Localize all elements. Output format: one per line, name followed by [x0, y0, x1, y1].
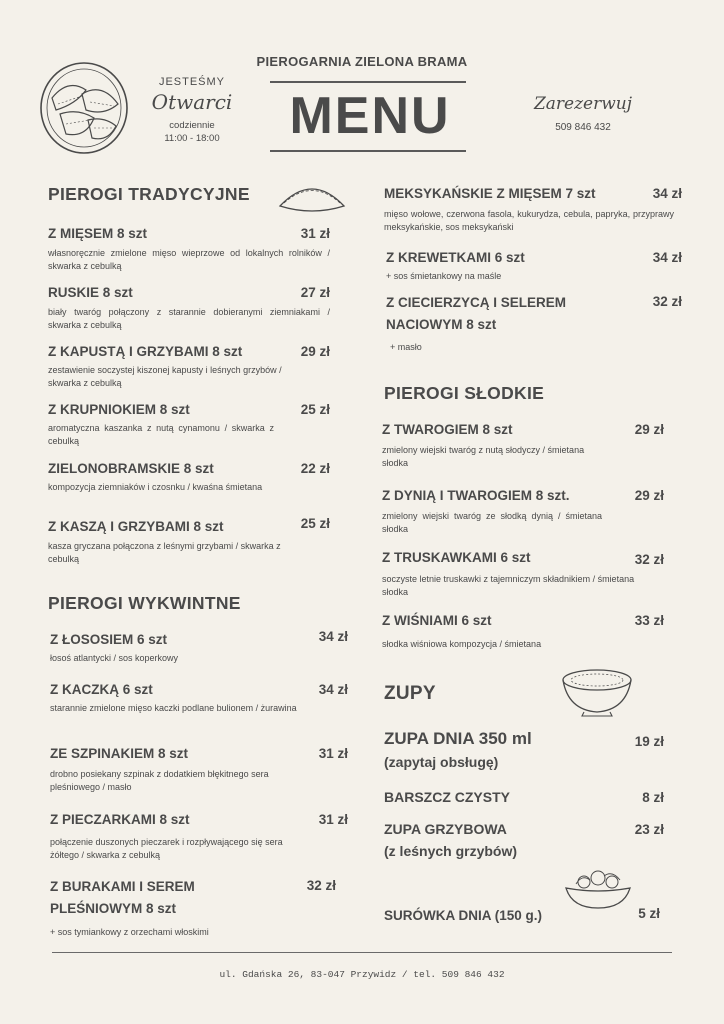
item-name: Z BURAKAMI I SEREM PLEŚNIOWYM 8 szt: [50, 879, 195, 916]
item-name: Z PIECZARKAMI 8 szt: [50, 812, 190, 827]
salad-name: SURÓWKA DNIA (150 g.): [384, 908, 543, 923]
item-name: Z MIĘSEM 8 szt: [48, 226, 148, 241]
restaurant-name: PIEROGARNIA ZIELONA BRAMA: [256, 54, 468, 69]
item-name: MEKSYKAŃSKIE Z MIĘSEM 7 szt: [384, 186, 596, 201]
item-desc: drobno posiekany szpinak z dodatkiem błękitnego sera pleśniowego / masło: [50, 769, 269, 792]
item-desc: + masło: [390, 342, 422, 352]
section-title-zupy: ZUPY: [384, 683, 436, 704]
item-name: Z KAPUSTĄ I GRZYBAMI 8 szt: [48, 344, 243, 359]
item-price: 31 zł: [318, 812, 348, 827]
item-price: 34 zł: [652, 250, 682, 265]
item-name: Z KREWETKAMI 6 szt: [386, 250, 525, 265]
pierogi-plate-illustration: [38, 58, 130, 156]
soup-sub: (z leśnych grzybów): [384, 843, 518, 859]
item-desc: zmielony wiejski twaróg z nutą słodyczy / śmietana słodka: [382, 445, 585, 468]
footer-address: ul. Gdańska 26, 83-047 Przywidz / tel. 509 846 432: [219, 969, 505, 980]
item-name: RUSKIE 8 szt: [48, 285, 133, 300]
item-desc: zestawienie soczystej kiszonej kapusty i leśnych grzybów / skwarka z cebulką: [48, 365, 282, 388]
page-title: MENU: [289, 87, 451, 145]
item-price: 31 zł: [300, 226, 330, 241]
item-price: 34 zł: [652, 186, 682, 201]
pieróg-icon: [276, 176, 348, 214]
reserve-script: Zarezerwuj: [533, 94, 633, 114]
salad-price: 5 zł: [638, 906, 660, 921]
item-price: 25 zł: [300, 402, 330, 417]
item-desc: własnoręcznie zmielone mięso wieprzowe od lokalnych rolników / skwarka z cebulką: [48, 248, 330, 271]
item-name: Z KACZKĄ 6 szt: [50, 682, 153, 697]
soup-name: BARSZCZ CZYSTY: [384, 789, 510, 805]
soup-price: 19 zł: [634, 734, 664, 749]
item-name: Z CIECIERZYCĄ I SELEREM NACIOWYM 8 szt: [386, 295, 567, 332]
item-desc: + sos tymiankowy z orzechami włoskimi: [50, 927, 209, 937]
soup-bowl-icon: [560, 666, 634, 718]
soup-price: 23 zł: [634, 822, 664, 837]
item-desc: + sos śmietankowy na maśle: [386, 271, 502, 281]
item-name: ZIELONOBRAMSKIE 8 szt: [48, 461, 214, 476]
item-price: 32 zł: [652, 294, 682, 309]
item-desc: zmielony wiejski twaróg ze słodką dynią / śmietana słodka: [382, 511, 602, 534]
item-price: 29 zł: [634, 422, 664, 437]
item-price: 29 zł: [300, 344, 330, 359]
item-price: 34 zł: [318, 629, 348, 644]
opening-hours: [140, 76, 244, 145]
header-rule-top: [270, 81, 466, 83]
header-rule-bottom: [270, 150, 466, 152]
item-price: 32 zł: [306, 878, 336, 893]
section-title-wykwintne: PIEROGI WYKWINTNE: [48, 593, 241, 613]
item-desc: mięso wołowe, czerwona fasola, kukurydza, cebula, papryka, przyprawy meksykańskie, sos meksykański: [384, 209, 674, 232]
soup-price: 8 zł: [642, 790, 664, 805]
item-price: 25 zł: [300, 516, 330, 531]
soup-sub: (zapytaj obsługę): [384, 754, 499, 770]
footer-divider: [52, 952, 672, 953]
item-desc: kasza gryczana połączona z leśnymi grzybami / skwarka z cebulką: [48, 541, 281, 564]
item-name: Z KASZĄ I GRZYBAMI 8 szt: [48, 519, 224, 534]
item-desc: słodka wiśniowa kompozycja / śmietana: [382, 639, 542, 649]
reserve-phone[interactable]: 509 846 432: [555, 122, 611, 133]
item-name: Z TRUSKAWKAMI 6 szt: [382, 550, 531, 565]
item-desc: kompozycja ziemniaków i czosnku / kwaśna śmietana: [48, 482, 263, 492]
item-name: ZE SZPINAKIEM 8 szt: [50, 746, 189, 761]
item-price: 32 zł: [634, 552, 664, 567]
soup-name: ZUPA GRZYBOWA: [384, 821, 507, 837]
item-price: 31 zł: [318, 746, 348, 761]
section-title-slodkie: PIEROGI SŁODKIE: [384, 383, 545, 403]
open-hours: 11:00 - 18:00: [164, 133, 220, 144]
section-title-tradycyjne: PIEROGI TRADYCYJNE: [48, 184, 250, 204]
soup-name: ZUPA DNIA 350 ml: [384, 729, 532, 748]
item-name: Z TWAROGIEM 8 szt: [382, 422, 513, 437]
item-price: 27 zł: [300, 285, 330, 300]
reservation: [520, 94, 646, 133]
item-desc: soczyste letnie truskawki z tajemniczym składnikiem / śmietana słodka: [382, 574, 635, 597]
open-label: JESTEŚMY: [158, 76, 226, 88]
item-desc: połączenie duszonych pieczarek i rozpływającego się sera żółtego / skwarka z cebulką: [50, 837, 283, 860]
item-price: 29 zł: [634, 488, 664, 503]
item-price: 34 zł: [318, 682, 348, 697]
item-desc: aromatyczna kaszanka z nutą cynamonu / skwarka z cebulką: [48, 423, 274, 446]
item-price: 33 zł: [634, 613, 664, 628]
item-name: Z KRUPNIOKIEM 8 szt: [48, 402, 190, 417]
open-days: codziennie: [169, 120, 215, 131]
item-name: Z ŁOSOSIEM 6 szt: [50, 632, 168, 647]
item-desc: starannie zmielone mięso kaczki podlane bulionem / żurawina: [50, 703, 297, 713]
item-name: Z WIŚNIAMI 6 szt: [382, 613, 492, 628]
item-name: Z DYNIĄ I TWAROGIEM 8 szt.: [382, 488, 570, 503]
item-price: 22 zł: [300, 461, 330, 476]
item-desc: biały twaróg połączony z starannie dobieranymi ziemniakami / skwarka z cebulką: [48, 307, 330, 330]
open-script: Otwarci: [151, 90, 233, 114]
item-desc: łosoś atlantycki / sos koperkowy: [50, 653, 179, 663]
